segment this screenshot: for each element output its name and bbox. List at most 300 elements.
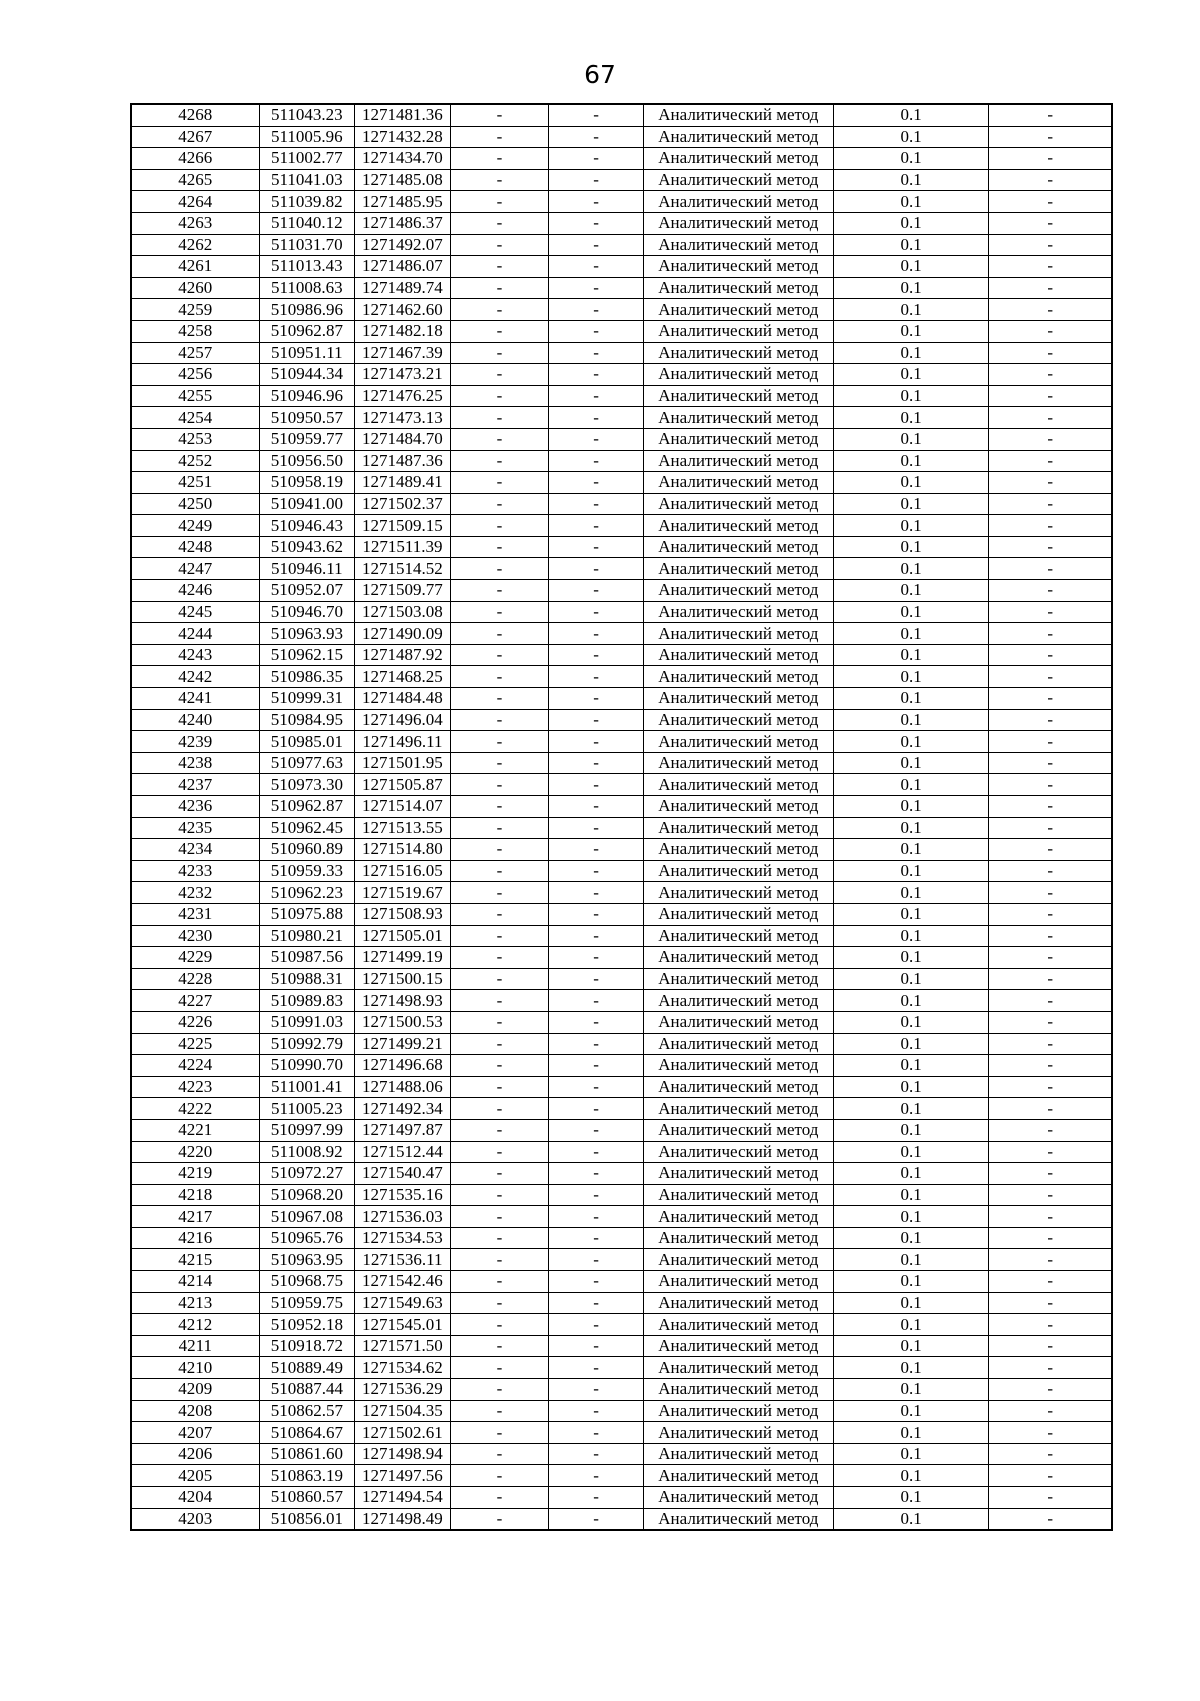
accuracy-cell: 0.1 xyxy=(833,1443,989,1465)
point-number-cell: 4215 xyxy=(131,1249,259,1271)
x-coordinate-cell: 510963.95 xyxy=(259,1249,355,1271)
dash-cell: - xyxy=(549,925,644,947)
accuracy-cell: 0.1 xyxy=(833,1141,989,1163)
dash-cell: - xyxy=(450,1141,549,1163)
y-coordinate-cell: 1271508.93 xyxy=(355,903,451,925)
accuracy-cell: 0.1 xyxy=(833,990,989,1012)
dash-cell: - xyxy=(989,925,1112,947)
method-cell: Аналитический метод xyxy=(643,1335,833,1357)
x-coordinate-cell: 510889.49 xyxy=(259,1357,355,1379)
y-coordinate-cell: 1271481.36 xyxy=(355,104,451,126)
point-number-cell: 4207 xyxy=(131,1422,259,1444)
dash-cell: - xyxy=(989,472,1112,494)
point-number-cell: 4222 xyxy=(131,1098,259,1120)
dash-cell: - xyxy=(549,364,644,386)
x-coordinate-cell: 510991.03 xyxy=(259,1011,355,1033)
table-row xyxy=(131,1400,1112,1422)
dash-cell: - xyxy=(549,1141,644,1163)
table-row xyxy=(131,1379,1112,1401)
accuracy-cell: 0.1 xyxy=(833,1227,989,1249)
table-row xyxy=(131,644,1112,666)
point-number-cell: 4248 xyxy=(131,536,259,558)
accuracy-cell: 0.1 xyxy=(833,601,989,623)
point-number-cell: 4206 xyxy=(131,1443,259,1465)
y-coordinate-cell: 1271536.11 xyxy=(355,1249,451,1271)
dash-cell: - xyxy=(549,1379,644,1401)
dash-cell: - xyxy=(989,774,1112,796)
table-row xyxy=(131,796,1112,818)
dash-cell: - xyxy=(549,212,644,234)
accuracy-cell: 0.1 xyxy=(833,472,989,494)
dash-cell: - xyxy=(450,1487,549,1509)
table-row xyxy=(131,342,1112,364)
table-row xyxy=(131,1292,1112,1314)
accuracy-cell: 0.1 xyxy=(833,1076,989,1098)
method-cell: Аналитический метод xyxy=(643,1422,833,1444)
dash-cell: - xyxy=(549,1508,644,1530)
method-cell: Аналитический метод xyxy=(643,1055,833,1077)
point-number-cell: 4227 xyxy=(131,990,259,1012)
dash-cell: - xyxy=(989,169,1112,191)
y-coordinate-cell: 1271473.21 xyxy=(355,364,451,386)
method-cell: Аналитический метод xyxy=(643,1206,833,1228)
dash-cell: - xyxy=(989,407,1112,429)
method-cell: Аналитический метод xyxy=(643,731,833,753)
table-row xyxy=(131,1141,1112,1163)
accuracy-cell: 0.1 xyxy=(833,774,989,796)
accuracy-cell: 0.1 xyxy=(833,968,989,990)
dash-cell: - xyxy=(549,1400,644,1422)
y-coordinate-cell: 1271503.08 xyxy=(355,601,451,623)
dash-cell: - xyxy=(450,1249,549,1271)
accuracy-cell: 0.1 xyxy=(833,277,989,299)
accuracy-cell: 0.1 xyxy=(833,1271,989,1293)
method-cell: Аналитический метод xyxy=(643,536,833,558)
method-cell: Аналитический метод xyxy=(643,1443,833,1465)
dash-cell: - xyxy=(989,1400,1112,1422)
dash-cell: - xyxy=(450,990,549,1012)
y-coordinate-cell: 1271488.06 xyxy=(355,1076,451,1098)
y-coordinate-cell: 1271496.68 xyxy=(355,1055,451,1077)
y-coordinate-cell: 1271492.34 xyxy=(355,1098,451,1120)
method-cell: Аналитический метод xyxy=(643,1098,833,1120)
dash-cell: - xyxy=(549,558,644,580)
table-row xyxy=(131,385,1112,407)
dash-cell: - xyxy=(989,666,1112,688)
table-row xyxy=(131,947,1112,969)
x-coordinate-cell: 510967.08 xyxy=(259,1206,355,1228)
table-row xyxy=(131,515,1112,537)
dash-cell: - xyxy=(549,472,644,494)
table-row xyxy=(131,1184,1112,1206)
table-row xyxy=(131,860,1112,882)
point-number-cell: 4235 xyxy=(131,817,259,839)
dash-cell: - xyxy=(989,1141,1112,1163)
dash-cell: - xyxy=(989,342,1112,364)
table-row xyxy=(131,1206,1112,1228)
dash-cell: - xyxy=(450,774,549,796)
dash-cell: - xyxy=(549,1033,644,1055)
x-coordinate-cell: 510860.57 xyxy=(259,1487,355,1509)
table-row xyxy=(131,1227,1112,1249)
accuracy-cell: 0.1 xyxy=(833,1400,989,1422)
point-number-cell: 4255 xyxy=(131,385,259,407)
accuracy-cell: 0.1 xyxy=(833,731,989,753)
dash-cell: - xyxy=(989,277,1112,299)
point-number-cell: 4236 xyxy=(131,796,259,818)
method-cell: Аналитический метод xyxy=(643,709,833,731)
accuracy-cell: 0.1 xyxy=(833,1184,989,1206)
method-cell: Аналитический метод xyxy=(643,1011,833,1033)
dash-cell: - xyxy=(450,1292,549,1314)
dash-cell: - xyxy=(989,688,1112,710)
dash-cell: - xyxy=(989,320,1112,342)
accuracy-cell: 0.1 xyxy=(833,709,989,731)
x-coordinate-cell: 510951.11 xyxy=(259,342,355,364)
dash-cell: - xyxy=(549,126,644,148)
dash-cell: - xyxy=(989,558,1112,580)
x-coordinate-cell: 510973.30 xyxy=(259,774,355,796)
point-number-cell: 4253 xyxy=(131,428,259,450)
dash-cell: - xyxy=(450,1227,549,1249)
dash-cell: - xyxy=(549,796,644,818)
x-coordinate-cell: 510946.70 xyxy=(259,601,355,623)
point-number-cell: 4250 xyxy=(131,493,259,515)
point-number-cell: 4203 xyxy=(131,1508,259,1530)
x-coordinate-cell: 510962.87 xyxy=(259,796,355,818)
method-cell: Аналитический метод xyxy=(643,126,833,148)
method-cell: Аналитический метод xyxy=(643,1271,833,1293)
dash-cell: - xyxy=(450,709,549,731)
dash-cell: - xyxy=(549,1119,644,1141)
dash-cell: - xyxy=(549,774,644,796)
point-number-cell: 4265 xyxy=(131,169,259,191)
page-number: 67 xyxy=(584,60,616,89)
dash-cell: - xyxy=(450,536,549,558)
x-coordinate-cell: 511008.92 xyxy=(259,1141,355,1163)
table-row xyxy=(131,320,1112,342)
point-number-cell: 4267 xyxy=(131,126,259,148)
y-coordinate-cell: 1271534.53 xyxy=(355,1227,451,1249)
accuracy-cell: 0.1 xyxy=(833,947,989,969)
point-number-cell: 4212 xyxy=(131,1314,259,1336)
dash-cell: - xyxy=(989,256,1112,278)
x-coordinate-cell: 510959.77 xyxy=(259,428,355,450)
x-coordinate-cell: 510856.01 xyxy=(259,1508,355,1530)
x-coordinate-cell: 510958.19 xyxy=(259,472,355,494)
accuracy-cell: 0.1 xyxy=(833,1422,989,1444)
dash-cell: - xyxy=(549,536,644,558)
dash-cell: - xyxy=(549,1098,644,1120)
dash-cell: - xyxy=(549,148,644,170)
dash-cell: - xyxy=(989,515,1112,537)
accuracy-cell: 0.1 xyxy=(833,1055,989,1077)
dash-cell: - xyxy=(450,191,549,213)
accuracy-cell: 0.1 xyxy=(833,580,989,602)
dash-cell: - xyxy=(450,1400,549,1422)
x-coordinate-cell: 510941.00 xyxy=(259,493,355,515)
accuracy-cell: 0.1 xyxy=(833,1292,989,1314)
x-coordinate-cell: 510946.11 xyxy=(259,558,355,580)
y-coordinate-cell: 1271432.28 xyxy=(355,126,451,148)
dash-cell: - xyxy=(549,256,644,278)
x-coordinate-cell: 511031.70 xyxy=(259,234,355,256)
dash-cell: - xyxy=(989,1314,1112,1336)
x-coordinate-cell: 510963.93 xyxy=(259,623,355,645)
dash-cell: - xyxy=(989,903,1112,925)
dash-cell: - xyxy=(549,817,644,839)
y-coordinate-cell: 1271502.61 xyxy=(355,1422,451,1444)
dash-cell: - xyxy=(989,947,1112,969)
table-row xyxy=(131,169,1112,191)
accuracy-cell: 0.1 xyxy=(833,450,989,472)
x-coordinate-cell: 510980.21 xyxy=(259,925,355,947)
point-number-cell: 4224 xyxy=(131,1055,259,1077)
x-coordinate-cell: 510997.99 xyxy=(259,1119,355,1141)
dash-cell: - xyxy=(989,1357,1112,1379)
y-coordinate-cell: 1271489.74 xyxy=(355,277,451,299)
y-coordinate-cell: 1271534.62 xyxy=(355,1357,451,1379)
accuracy-cell: 0.1 xyxy=(833,644,989,666)
dash-cell: - xyxy=(989,623,1112,645)
point-number-cell: 4204 xyxy=(131,1487,259,1509)
accuracy-cell: 0.1 xyxy=(833,839,989,861)
accuracy-cell: 0.1 xyxy=(833,515,989,537)
method-cell: Аналитический метод xyxy=(643,774,833,796)
dash-cell: - xyxy=(450,385,549,407)
dash-cell: - xyxy=(989,428,1112,450)
y-coordinate-cell: 1271498.94 xyxy=(355,1443,451,1465)
dash-cell: - xyxy=(450,104,549,126)
table-row xyxy=(131,364,1112,386)
method-cell: Аналитический метод xyxy=(643,472,833,494)
table-row xyxy=(131,234,1112,256)
dash-cell: - xyxy=(989,731,1112,753)
y-coordinate-cell: 1271486.07 xyxy=(355,256,451,278)
dash-cell: - xyxy=(450,796,549,818)
method-cell: Аналитический метод xyxy=(643,839,833,861)
table-row xyxy=(131,1465,1112,1487)
dash-cell: - xyxy=(549,601,644,623)
method-cell: Аналитический метод xyxy=(643,968,833,990)
dash-cell: - xyxy=(989,234,1112,256)
dash-cell: - xyxy=(450,1184,549,1206)
y-coordinate-cell: 1271500.15 xyxy=(355,968,451,990)
dash-cell: - xyxy=(549,644,644,666)
table-row xyxy=(131,1098,1112,1120)
dash-cell: - xyxy=(549,731,644,753)
accuracy-cell: 0.1 xyxy=(833,817,989,839)
point-number-cell: 4240 xyxy=(131,709,259,731)
point-number-cell: 4251 xyxy=(131,472,259,494)
point-number-cell: 4213 xyxy=(131,1292,259,1314)
x-coordinate-cell: 510962.15 xyxy=(259,644,355,666)
table-row xyxy=(131,1508,1112,1530)
accuracy-cell: 0.1 xyxy=(833,1508,989,1530)
dash-cell: - xyxy=(450,320,549,342)
dash-cell: - xyxy=(450,1443,549,1465)
table-row xyxy=(131,1163,1112,1185)
dash-cell: - xyxy=(549,1443,644,1465)
dash-cell: - xyxy=(549,882,644,904)
y-coordinate-cell: 1271549.63 xyxy=(355,1292,451,1314)
y-coordinate-cell: 1271540.47 xyxy=(355,1163,451,1185)
point-number-cell: 4257 xyxy=(131,342,259,364)
method-cell: Аналитический метод xyxy=(643,623,833,645)
method-cell: Аналитический метод xyxy=(643,299,833,321)
x-coordinate-cell: 510863.19 xyxy=(259,1465,355,1487)
method-cell: Аналитический метод xyxy=(643,148,833,170)
y-coordinate-cell: 1271512.44 xyxy=(355,1141,451,1163)
dash-cell: - xyxy=(450,126,549,148)
table-row xyxy=(131,1422,1112,1444)
accuracy-cell: 0.1 xyxy=(833,558,989,580)
dash-cell: - xyxy=(549,1249,644,1271)
dash-cell: - xyxy=(989,104,1112,126)
point-number-cell: 4263 xyxy=(131,212,259,234)
y-coordinate-cell: 1271476.25 xyxy=(355,385,451,407)
dash-cell: - xyxy=(450,1119,549,1141)
dash-cell: - xyxy=(989,1163,1112,1185)
dash-cell: - xyxy=(549,580,644,602)
dash-cell: - xyxy=(549,666,644,688)
dash-cell: - xyxy=(450,947,549,969)
point-number-cell: 4220 xyxy=(131,1141,259,1163)
y-coordinate-cell: 1271509.77 xyxy=(355,580,451,602)
table-row xyxy=(131,1335,1112,1357)
accuracy-cell: 0.1 xyxy=(833,1249,989,1271)
dash-cell: - xyxy=(989,1206,1112,1228)
point-number-cell: 4208 xyxy=(131,1400,259,1422)
dash-cell: - xyxy=(989,385,1112,407)
method-cell: Аналитический метод xyxy=(643,1314,833,1336)
table-row xyxy=(131,1314,1112,1336)
x-coordinate-cell: 510959.75 xyxy=(259,1292,355,1314)
method-cell: Аналитический метод xyxy=(643,882,833,904)
y-coordinate-cell: 1271536.29 xyxy=(355,1379,451,1401)
dash-cell: - xyxy=(549,342,644,364)
point-number-cell: 4242 xyxy=(131,666,259,688)
method-cell: Аналитический метод xyxy=(643,817,833,839)
dash-cell: - xyxy=(450,472,549,494)
coordinates-table xyxy=(130,103,1113,1531)
point-number-cell: 4214 xyxy=(131,1271,259,1293)
point-number-cell: 4225 xyxy=(131,1033,259,1055)
y-coordinate-cell: 1271490.09 xyxy=(355,623,451,645)
dash-cell: - xyxy=(450,860,549,882)
dash-cell: - xyxy=(450,839,549,861)
accuracy-cell: 0.1 xyxy=(833,536,989,558)
table-row xyxy=(131,407,1112,429)
method-cell: Аналитический метод xyxy=(643,860,833,882)
dash-cell: - xyxy=(549,299,644,321)
method-cell: Аналитический метод xyxy=(643,666,833,688)
method-cell: Аналитический метод xyxy=(643,796,833,818)
table-row xyxy=(131,601,1112,623)
accuracy-cell: 0.1 xyxy=(833,1487,989,1509)
accuracy-cell: 0.1 xyxy=(833,1357,989,1379)
dash-cell: - xyxy=(989,1508,1112,1530)
accuracy-cell: 0.1 xyxy=(833,796,989,818)
accuracy-cell: 0.1 xyxy=(833,126,989,148)
method-cell: Аналитический метод xyxy=(643,558,833,580)
method-cell: Аналитический метод xyxy=(643,903,833,925)
table-row xyxy=(131,299,1112,321)
x-coordinate-cell: 510968.20 xyxy=(259,1184,355,1206)
dash-cell: - xyxy=(450,903,549,925)
table-row xyxy=(131,839,1112,861)
point-number-cell: 4205 xyxy=(131,1465,259,1487)
point-number-cell: 4216 xyxy=(131,1227,259,1249)
x-coordinate-cell: 510990.70 xyxy=(259,1055,355,1077)
dash-cell: - xyxy=(989,1055,1112,1077)
x-coordinate-cell: 511043.23 xyxy=(259,104,355,126)
y-coordinate-cell: 1271494.54 xyxy=(355,1487,451,1509)
accuracy-cell: 0.1 xyxy=(833,1163,989,1185)
dash-cell: - xyxy=(549,947,644,969)
x-coordinate-cell: 510977.63 xyxy=(259,752,355,774)
point-number-cell: 4259 xyxy=(131,299,259,321)
y-coordinate-cell: 1271497.56 xyxy=(355,1465,451,1487)
dash-cell: - xyxy=(450,688,549,710)
dash-cell: - xyxy=(989,1076,1112,1098)
table-row xyxy=(131,1119,1112,1141)
dash-cell: - xyxy=(989,709,1112,731)
y-coordinate-cell: 1271514.07 xyxy=(355,796,451,818)
y-coordinate-cell: 1271498.93 xyxy=(355,990,451,1012)
dash-cell: - xyxy=(989,1379,1112,1401)
point-number-cell: 4258 xyxy=(131,320,259,342)
accuracy-cell: 0.1 xyxy=(833,212,989,234)
x-coordinate-cell: 510950.57 xyxy=(259,407,355,429)
method-cell: Аналитический метод xyxy=(643,1357,833,1379)
method-cell: Аналитический метод xyxy=(643,169,833,191)
dash-cell: - xyxy=(989,1033,1112,1055)
dash-cell: - xyxy=(549,903,644,925)
dash-cell: - xyxy=(549,1292,644,1314)
x-coordinate-cell: 510862.57 xyxy=(259,1400,355,1422)
dash-cell: - xyxy=(989,1249,1112,1271)
dash-cell: - xyxy=(989,364,1112,386)
table-row xyxy=(131,212,1112,234)
point-number-cell: 4243 xyxy=(131,644,259,666)
x-coordinate-cell: 510985.01 xyxy=(259,731,355,753)
dash-cell: - xyxy=(549,1487,644,1509)
dash-cell: - xyxy=(549,1465,644,1487)
table-row xyxy=(131,774,1112,796)
dash-cell: - xyxy=(549,839,644,861)
x-coordinate-cell: 510960.89 xyxy=(259,839,355,861)
point-number-cell: 4238 xyxy=(131,752,259,774)
x-coordinate-cell: 510986.96 xyxy=(259,299,355,321)
dash-cell: - xyxy=(549,1422,644,1444)
x-coordinate-cell: 510965.76 xyxy=(259,1227,355,1249)
x-coordinate-cell: 510989.83 xyxy=(259,990,355,1012)
accuracy-cell: 0.1 xyxy=(833,1335,989,1357)
point-number-cell: 4231 xyxy=(131,903,259,925)
method-cell: Аналитический метод xyxy=(643,1249,833,1271)
point-number-cell: 4266 xyxy=(131,148,259,170)
y-coordinate-cell: 1271497.87 xyxy=(355,1119,451,1141)
x-coordinate-cell: 510864.67 xyxy=(259,1422,355,1444)
dash-cell: - xyxy=(549,752,644,774)
table-row xyxy=(131,536,1112,558)
y-coordinate-cell: 1271501.95 xyxy=(355,752,451,774)
dash-cell: - xyxy=(450,450,549,472)
dash-cell: - xyxy=(549,968,644,990)
accuracy-cell: 0.1 xyxy=(833,882,989,904)
point-number-cell: 4211 xyxy=(131,1335,259,1357)
